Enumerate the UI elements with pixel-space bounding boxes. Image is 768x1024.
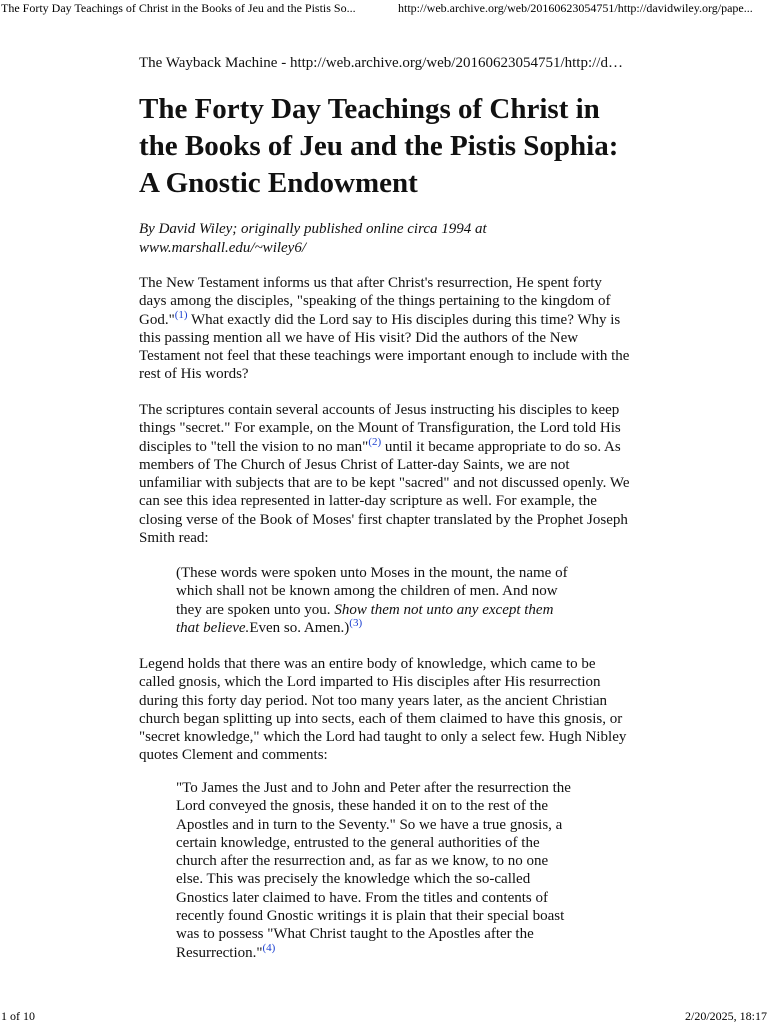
paragraph-2-text-a: The scriptures contain several accounts of Jesus instructing his disciples to keep things "secret." For example, on the Mount of Transfiguration, the Lord told His disciples to "tell the vision to no man" (139, 402, 621, 455)
footnote-link-2[interactable]: (2) (368, 435, 382, 448)
paragraph-3: Legend holds that there was an entire body of knowledge, which came to be called gnosis, which the Lord imparted to His disciples after His resurrection during this forty day period. Not too many years later, as the ancient Christian church began splitting up into sects, each of them claimed to have this gnosis, or "secret knowledge," which the Lord had taught to only a select few. Hugh Nibley quotes Clement and comments: (139, 656, 627, 764)
print-header-url: http://web.archive.org/web/20160623054751/http://davidwiley.org/pape... (398, 1, 753, 15)
footnote-link-1[interactable]: (1) (174, 308, 188, 321)
paragraph-1 (139, 274, 631, 384)
wayback-banner: The Wayback Machine - http://web.archive.org/web/20160623054751/http://d… (139, 55, 623, 71)
footnote-link-4[interactable]: (4) (262, 941, 276, 954)
paragraph-1-text-a: The New Testament informs us that after Christ's resurrection, He spent forty days among the disciples, "speaking of the things pertaining to the kingdom of God." (139, 275, 611, 328)
quote-1-text-b: Even so. Amen.) (249, 619, 350, 636)
page-counter: 1 of 10 (1, 1009, 35, 1023)
print-timestamp: 2/20/2025, 18:17 (684, 1009, 767, 1023)
paragraph-2 (139, 401, 631, 547)
print-header-title: The Forty Day Teachings of Christ in the Books of Jeu and the Pistis So... (1, 1, 356, 15)
page-title: The Forty Day Teachings of Christ in the Books of Jeu and the Pistis Sophia: A Gnostic Endowment (139, 93, 619, 199)
blockquote-nibley (176, 779, 578, 962)
quote-1-emphasis: Show them not unto any except them that believe. (176, 601, 554, 636)
byline: By David Wiley; originally published online circa 1994 at www.marshall.edu/~wiley6/ (139, 221, 487, 256)
blockquote-moses (176, 564, 578, 637)
paragraph-1-text-b: What exactly did the Lord say to His disciples during this time? Why is this passing mention all we have of His visit? Did the authors of the New Testament not feel that these teachings were important enough to include with the rest of His words? (139, 311, 630, 383)
footnote-link-3[interactable]: (3) (349, 616, 363, 629)
quote-2-text: "To James the Just and to John and Peter after the resurrection the Lord conveyed the gnosis, these handed it on to the rest of the Apostles and in turn to the Seventy." So we have a true gnosis, a certain knowledge, entrusted to the general authorities of the church after the resurrection and, as far as we know, to no one else. This was precisely the knowledge which the so-called Gnostics later claimed to have. From the titles and contents of recently found Gnostic writings it is plain that their special boast was to possess "What Christ taught to the Apostles after the Resurrection." (176, 780, 571, 961)
quote-1-text-a: (These words were spoken unto Moses in the mount, the name of which shall not be known among the children of men. And now they are spoken unto you. (176, 565, 568, 618)
paragraph-2-text-b: until it became appropriate to do so. As members of The Church of Jesus Christ of Latter-day Saints, we are not unfamiliar with subjects that are to be kept "sacred" and not discussed openly. We can see this idea represented in latter-day scripture as well. For example, the closing verse of the Book of Moses' first chapter translated by the Prophet Joseph Smith read: (139, 438, 630, 547)
